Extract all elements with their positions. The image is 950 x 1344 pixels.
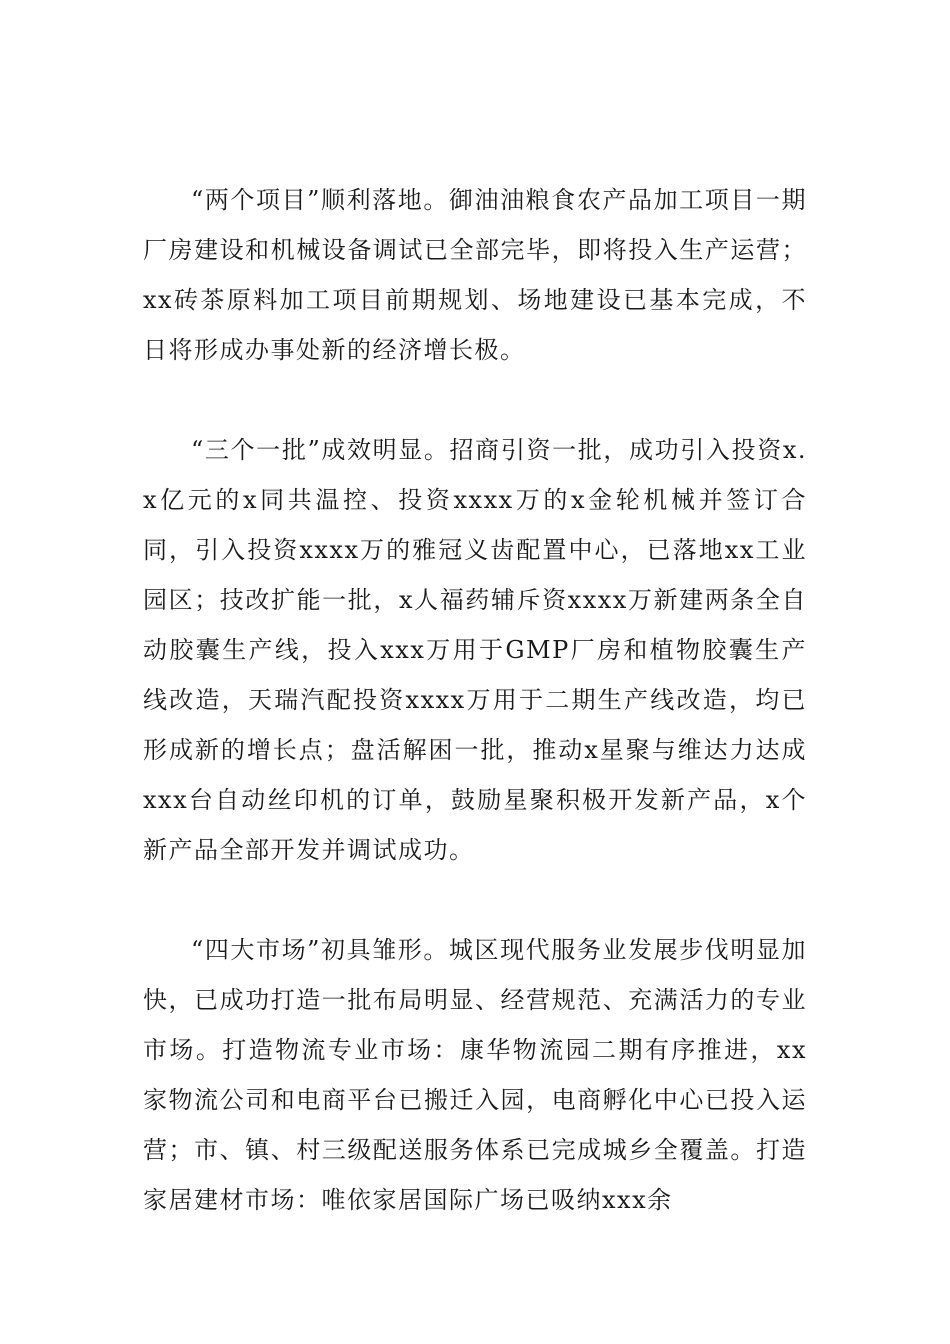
paragraph-two-projects: “两个项目”顺利落地。御油油粮食农产品加工项目一期厂房建设和机械设备调试已全部完毕，即将投入生产运营；xx砖茶原料加工项目前期规划、场地建设已基本完成，不日将形成办事处新的经济增长极。 <box>143 186 807 364</box>
document-body <box>143 175 807 1225</box>
paragraph-four-markets: “四大市场”初具雏形。城区现代服务业发展步伐明显加快，已成功打造一批布局明显、经营规范、充满活力的专业市场。打造物流专业市场：康华物流园二期有序推进，xx家物流公司和电商平台已搬迁入园，电商孵化中心已投入运营；市、镇、村三级配送服务体系已完成城乡全覆盖。打造家居建材市场：唯依家居国际广场已吸纳xxx余 <box>143 936 807 1214</box>
paragraph-three-batches: “三个一批”成效明显。招商引资一批，成功引入投资x.x亿元的x同共温控、投资xxxx万的x金轮机械并签订合同，引入投资xxxx万的雅冠义齿配置中心，已落地xx工业园区；技改扩能一批，x人福药辅斥资xxxx万新建两条全自动胶囊生产线，投入xxx万用于GMP厂房和植物胶囊生产线改造，天瑞汽配投资xxxx万用于二期生产线改造，均已形成新的增长点；盘活解困一批，推动x星聚与维达力达成xxx台自动丝印机的订单，鼓励星聚积极开发新产品，x个新产品全部开发并调试成功。 <box>143 436 807 864</box>
